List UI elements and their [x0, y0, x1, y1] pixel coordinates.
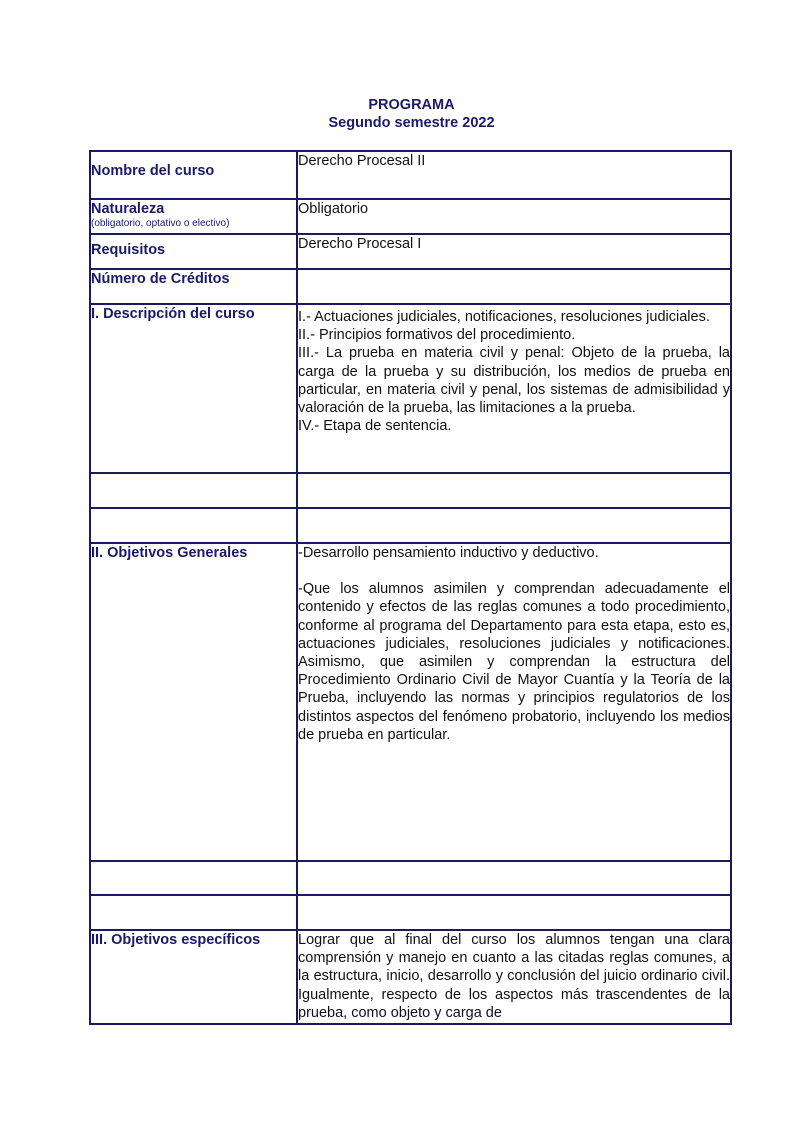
row-label: [90, 234, 297, 269]
objetivos-generales-value: [297, 543, 731, 861]
descripcion-item: IV.- Etapa de sentencia.: [298, 418, 452, 435]
row-label: [90, 151, 297, 199]
table-row-objetivos-generales: [90, 543, 731, 861]
empty-cell: [297, 895, 731, 930]
table-row-requisitos: [90, 234, 731, 269]
empty-cell: [90, 473, 297, 508]
creditos-value: [297, 269, 731, 304]
page-header: [0, 96, 800, 132]
objetivos-especificos-text: Lograr que al final del curso los alumnos tengan una clara comprensión y manejo en cuanto a las citadas reglas comunes, a la estructura, inicio, desarrollo y conclusión del juicio ordinario civil. Igualmente, respecto de los aspectos más trascendentes de la prueba, como objeto y carga de: [298, 932, 730, 1021]
descripcion-value: [297, 304, 731, 473]
row-label: [90, 930, 297, 1024]
descripcion-label: I. Descripción del curso: [91, 306, 255, 322]
table-row-empty: [90, 861, 731, 895]
objetivo-paragraph: -Que los alumnos asimilen y comprendan adecuadamente el contenido y efectos de las reglas comunes a todo procedimiento, conforme al programa del Departamento para esta etapa, esto es, actuaciones judiciales, resoluciones judiciales y notificaciones. Asimismo, que asimilen y comprendan la estructura del Procedimiento Ordinario Civil de Mayor Cuantía y la Teoría de la Prueba, incluyendo las normas y principios regulatorios de los distintos aspectos del fenómeno probatorio, incluyendo los medios de prueba en particular.: [298, 581, 730, 743]
objetivos-especificos-value: [297, 930, 731, 1024]
empty-cell: [297, 508, 731, 543]
creditos-label: Número de Créditos: [91, 271, 230, 287]
table-row-nombre: [90, 151, 731, 199]
naturaleza-label: Naturaleza: [91, 201, 165, 217]
table-row-empty: [90, 895, 731, 930]
empty-cell: [297, 473, 731, 508]
row-label: [90, 304, 297, 473]
objetivo-paragraph: -Desarrollo pensamiento inductivo y deductivo.: [298, 545, 599, 561]
row-label: [90, 199, 297, 234]
naturaleza-sublabel: (obligatorio, optativo o electivo): [91, 218, 230, 230]
row-label: [90, 269, 297, 304]
paragraph-gap: [298, 562, 730, 580]
descripcion-item: III.- La prueba en materia civil y penal: Objeto de la prueba, la carga de la prueba y su distribución, los medios de prueba en particular, en materia civil y penal, los sistemas de admisibilidad y valoración de la prueba, las limitaciones a la prueba.: [298, 345, 730, 417]
nombre-value: Derecho Procesal II: [297, 151, 731, 199]
objetivos-generales-label: II. Objetivos Generales: [91, 545, 248, 561]
requisitos-label: Requisitos: [91, 242, 166, 258]
objetivos-especificos-label: III. Objetivos específicos: [91, 932, 261, 948]
table-row-creditos: [90, 269, 731, 304]
table-row-naturaleza: [90, 199, 731, 234]
naturaleza-value: Obligatorio: [297, 199, 731, 234]
empty-cell: [90, 508, 297, 543]
empty-cell: [297, 861, 731, 895]
table-row-objetivos-especificos: [90, 930, 731, 1024]
row-label: [90, 543, 297, 861]
empty-cell: [90, 861, 297, 895]
table-row-descripcion: [90, 304, 731, 473]
empty-cell: [90, 895, 297, 930]
descripcion-item: I.- Actuaciones judiciales, notificaciones, resoluciones judiciales.: [298, 309, 710, 325]
table-row-empty: [90, 508, 731, 543]
requisitos-value: Derecho Procesal I: [297, 234, 731, 269]
nombre-label: Nombre del curso: [91, 163, 215, 179]
table-row-empty: [90, 473, 731, 508]
document-subtitle: Segundo semestre 2022: [328, 115, 495, 131]
program-table: [89, 150, 732, 1025]
descripcion-item: II.- Principios formativos del procedimiento.: [298, 327, 576, 344]
document-title: PROGRAMA: [368, 97, 455, 113]
